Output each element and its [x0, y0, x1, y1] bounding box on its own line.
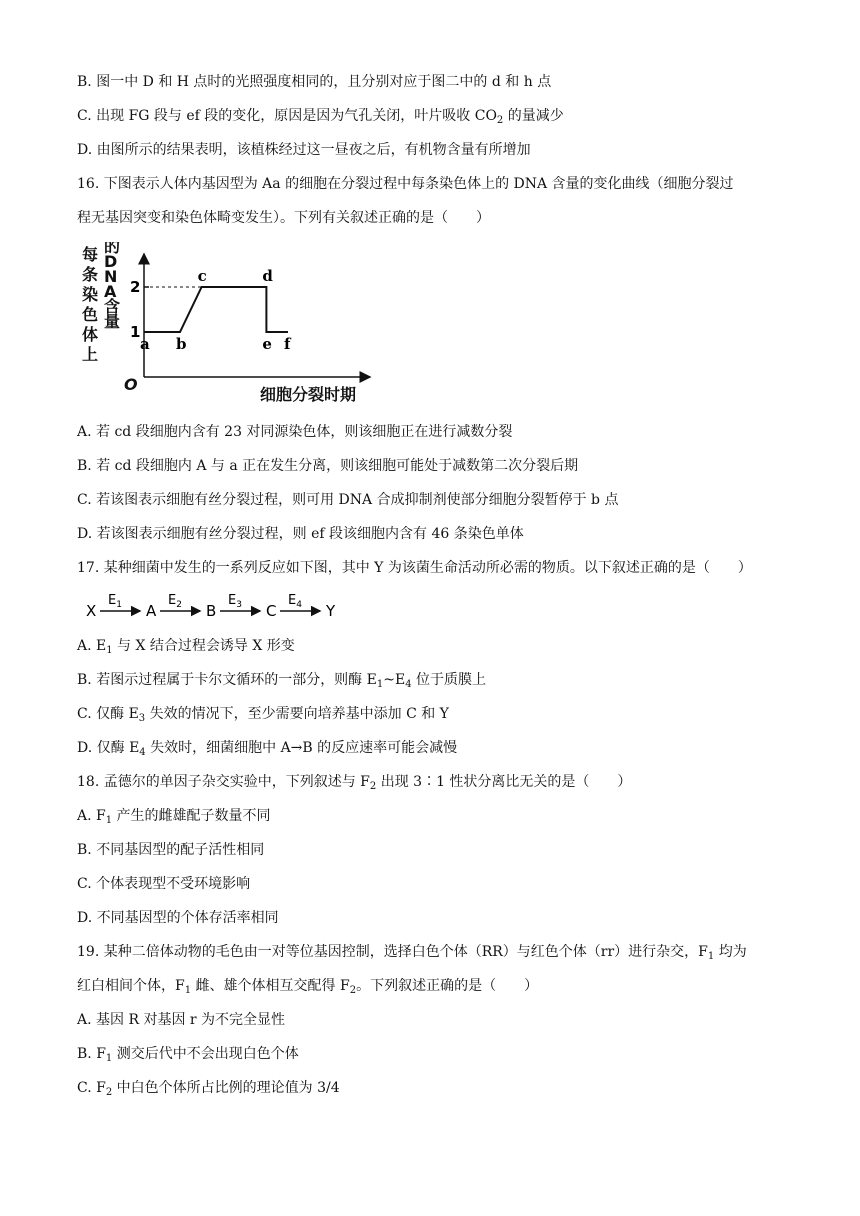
pathway-node-C: C — [266, 602, 277, 620]
q15-option-c-text-end: 的量减少 — [503, 108, 564, 124]
subscript: 1 — [707, 951, 715, 962]
q19-option-a: A. 基因 R 对基因 r 为不完全显性 — [77, 1012, 286, 1028]
dna-content-chart-svg — [78, 242, 378, 407]
q17-option-a-text: A. E — [77, 638, 107, 654]
enzyme-label: $E_3$ — [228, 593, 242, 610]
q17-option-b-text-mid: ~E — [383, 672, 406, 688]
chart-marks — [130, 267, 292, 353]
pathway-marks — [86, 593, 336, 620]
reaction-pathway-svg — [84, 590, 344, 622]
q19-stem2-text: 红白相间个体，F — [77, 978, 185, 994]
q16-stem-line2: 程无基因突变和染色体畸变发生）。下列有关叙述正确的是（ ） — [77, 210, 490, 226]
subscript: 2 — [496, 115, 504, 126]
point-label-f: f — [284, 335, 291, 353]
q19-option-b-text-end: 测交后代中不会出现白色个体 — [112, 1046, 299, 1062]
q15-option-c-text: C. 出现 FG 段与 ef 段的变化，原因是因为气孔关闭，叶片吸收 CO — [77, 108, 497, 124]
q19-option-b-text: B. F — [77, 1046, 106, 1062]
q17-option-b-text: B. 若图示过程属于卡尔文循环的一部分，则酶 E — [77, 672, 377, 688]
subscript: 1 — [105, 815, 113, 826]
y-axis-label-col2: 的 D N A 含量 — [104, 242, 121, 331]
q19-stem-text: 19. 某种二倍体动物的毛色由一对等位基因控制，选择白色个体（RR）与红色个体（rr）进行杂交，F — [77, 944, 708, 960]
subscript: 1 — [376, 679, 384, 690]
q19-option-b — [77, 1044, 299, 1064]
point-label-d: d — [262, 267, 273, 285]
origin-label: O — [124, 375, 138, 394]
q19-stem2-text-end: 。下列叙述正确的是（ ） — [356, 978, 539, 994]
pathway-node-Y: Y — [326, 602, 336, 620]
subscript: 3 — [138, 713, 146, 724]
q18-stem — [77, 772, 631, 792]
q17-option-c — [77, 704, 449, 724]
q17-option-d — [77, 738, 457, 758]
subscript: 4 — [139, 747, 146, 758]
q19-stem-line1 — [77, 942, 747, 962]
point-label-a: a — [140, 335, 150, 353]
q17-option-b-text-end: 位于质膜上 — [411, 672, 487, 688]
subscript: 1 — [184, 985, 192, 996]
q17-option-c-text-end: 失效的情况下，至少需要向培养基中添加 C 和 Y — [145, 706, 449, 722]
subscript: 2 — [369, 781, 377, 792]
q15-option-b: B. 图一中 D 和 H 点时的光照强度相同的，且分别对应于图二中的 d 和 h 点 — [77, 74, 552, 90]
q17-option-d-text-end: 失效时，细菌细胞中 A→B 的反应速率可能会减慢 — [145, 740, 458, 756]
q18-option-d: D. 不同基因型的个体存活率相同 — [77, 910, 279, 926]
q15-option-c — [77, 106, 564, 126]
q18-stem-text: 18. 孟德尔的单因子杂交实验中，下列叙述与 F — [77, 774, 370, 790]
reaction-pathway — [84, 590, 344, 622]
subscript: 2 — [105, 1087, 113, 1098]
y-tick-label: 2 — [130, 278, 141, 296]
enzyme-label: $E_4$ — [288, 593, 302, 610]
q17-option-a — [77, 636, 295, 656]
q16-stem-line1: 16. 下图表示人体内基因型为 Aa 的细胞在分裂过程中每条染色体上的 DNA 含量的变化曲线（细胞分裂过 — [77, 176, 734, 192]
q18-option-a — [77, 806, 271, 826]
q19-option-c-text: C. F — [77, 1080, 106, 1096]
point-label-e: e — [262, 335, 272, 353]
point-label-c: c — [197, 267, 207, 285]
q19-stem2-text-mid: 雌、雄个体相互交配得 F — [191, 978, 350, 994]
pathway-node-B: B — [206, 602, 217, 620]
q18-option-a-text: A. F — [77, 808, 106, 824]
q16-option-a: A. 若 cd 段细胞内含有 23 对同源染色体，则该细胞正在进行减数分裂 — [77, 424, 513, 440]
q17-option-a-text-end: 与 X 结合过程会诱导 X 形变 — [112, 638, 295, 654]
q19-stem-text-end: 均为 — [714, 944, 747, 960]
q18-option-b: B. 不同基因型的配子活性相同 — [77, 842, 265, 858]
enzyme-label: $E_1$ — [108, 593, 122, 610]
dna-content-chart — [78, 242, 378, 407]
y-tick-label: 1 — [130, 323, 141, 341]
subscript: 1 — [105, 1053, 113, 1064]
q19-option-c — [77, 1078, 340, 1098]
q18-option-a-text-end: 产生的雌雄配子数量不同 — [112, 808, 271, 824]
q15-option-d: D. 由图所示的结果表明，该植株经过这一昼夜之后，有机物含量有所增加 — [77, 142, 531, 158]
q18-stem-text-end: 出现 3∶1 性状分离比无关的是（ ） — [376, 774, 632, 790]
q19-option-c-text-end: 中白色个体所占比例的理论值为 3/4 — [112, 1080, 340, 1096]
q17-stem: 17. 某种细菌中发生的一系列反应如下图，其中 Y 为该菌生命活动所必需的物质。以下叙述正确的是（ ） — [77, 560, 752, 576]
q17-option-c-text: C. 仅酶 E — [77, 706, 139, 722]
point-label-b: b — [176, 335, 187, 353]
subscript: 1 — [106, 645, 113, 656]
subscript: 2 — [349, 985, 357, 996]
enzyme-label: $E_2$ — [168, 593, 182, 610]
q18-option-c: C. 个体表现型不受环境影响 — [77, 876, 251, 892]
q16-option-b: B. 若 cd 段细胞内 A 与 a 正在发生分离，则该细胞可能处于减数第二次分裂后期 — [77, 458, 579, 474]
pathway-node-A: A — [146, 602, 157, 620]
pathway-node-X: X — [86, 602, 97, 620]
dna-content-line — [144, 287, 288, 332]
q19-stem-line2 — [77, 976, 538, 996]
y-axis-label-col1: 每条染色体上 — [82, 245, 99, 364]
q16-option-d: D. 若该图表示细胞有丝分裂过程，则 ef 段该细胞内含有 46 条染色单体 — [77, 526, 524, 542]
subscript: 4 — [405, 679, 412, 690]
x-axis-label: 细胞分裂时期 — [260, 385, 357, 404]
q17-option-d-text: D. 仅酶 E — [77, 740, 140, 756]
q16-option-c: C. 若该图表示细胞有丝分裂过程，则可用 DNA 合成抑制剂使部分细胞分裂暂停于 b 点 — [77, 492, 619, 508]
q17-option-b — [77, 670, 486, 690]
